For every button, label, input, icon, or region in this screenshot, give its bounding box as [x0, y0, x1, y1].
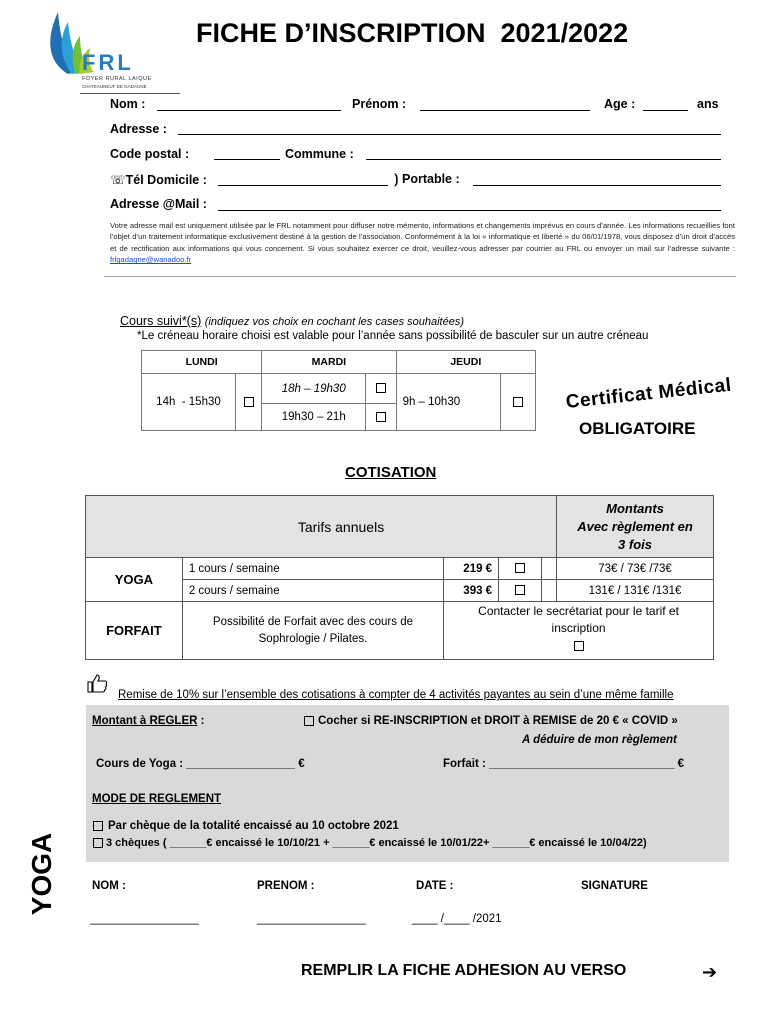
yoga1-label: 1 cours / semaine	[182, 558, 443, 580]
yoga-label: YOGA	[86, 558, 183, 602]
reinscription-label: Cocher si RE-INSCRIPTION et DROIT à REMISE de 20 € « COVID »	[318, 715, 678, 727]
certificat-line1: Certificat Médical	[564, 374, 733, 413]
footer-text: REMPLIR LA FICHE ADHESION AU VERSO	[301, 962, 627, 979]
slot-lundi-cell	[235, 374, 261, 431]
cotisation-heading: COTISATION	[345, 464, 437, 481]
slot-mardi-1-cell	[366, 374, 396, 404]
remise-text: Remise de 10% sur l’ensemble des cotisations à compter de 4 activités payantes au sein d’une même famille	[118, 689, 674, 701]
yoga2-price: 393 €	[444, 580, 499, 602]
phone-icon: ⟯	[394, 171, 399, 186]
slot-jeudi-cell	[500, 374, 535, 431]
yoga2-3x: 131€ / 131€ /131€	[557, 580, 714, 602]
cheque-totalite-row	[93, 820, 399, 832]
forfait-desc: Possibilité de Forfait avec des cours de Sophrologie / Pilates.	[182, 602, 443, 660]
frl-logo	[38, 8, 188, 93]
yoga1-checkbox[interactable]	[515, 563, 525, 573]
logo-line1: FOYER RURAL LAIQUE	[82, 76, 152, 82]
cheque-3x-label: 3 chèques ( ______€ encaissé le 10/10/21 + ______€ encaissé le 10/01/22+ ______€ encaissé le 10/04/22)	[106, 837, 647, 849]
commune-input[interactable]	[366, 159, 721, 160]
privacy-body: Votre adresse mail est uniquement utilisée par le FRL notamment pour diffuser notre mémento, informations et changements imprévus en cours d’année. Les informations recueillies font l’objet d’un traitement informatique exclusivement destiné à la gestion de l’association. Conformément à la loi « informatique et liberté » du 06/01/1978, vous disposez d’un droit d’accès et de rectification aux informations qui vous concernent. Si vous souhaitez exercer ce droit, veuillez-vous adresser par courrier au FRL ou envoyer un mail sur l’adresse suivante :	[110, 221, 735, 253]
mardi-2-checkbox[interactable]	[376, 412, 386, 422]
yoga2-label: 2 cours / semaine	[182, 580, 443, 602]
day-jeudi: JEUDI	[396, 351, 535, 374]
commune-label: Commune :	[285, 147, 354, 161]
day-lundi: LUNDI	[142, 351, 262, 374]
montants-line1: Montants	[606, 500, 664, 516]
reinscription-row	[304, 715, 678, 727]
cheque-totalite-checkbox[interactable]	[93, 821, 103, 831]
montants-line3: 3 fois	[618, 536, 652, 552]
mail-input[interactable]	[218, 210, 721, 211]
montant-label-colon: :	[197, 715, 205, 727]
schedule-table	[141, 350, 536, 431]
cours-note: *Le créneau horaire choisi est valable pour l’année sans possibilité de basculer sur un autre créneau	[137, 330, 649, 342]
slot-mardi-1: 18h – 19h30	[262, 374, 366, 404]
privacy-divider	[104, 276, 736, 277]
prenom-label: Prénom :	[352, 97, 407, 111]
portable-label: Portable :	[402, 172, 460, 186]
slot-jeudi: 9h – 10h30	[396, 374, 500, 431]
yoga1-price: 219 €	[444, 558, 499, 580]
age-input[interactable]	[643, 110, 688, 111]
forfait-contact: Contacter le secrétariat pour le tarif et inscription	[478, 604, 679, 635]
montants-line2: Avec règlement en	[577, 518, 693, 534]
mode-reglement-heading: MODE DE REGLEMENT	[92, 793, 222, 805]
sig-date-input[interactable]: ____ /____ /2021	[412, 913, 502, 925]
code-postal-label: Code postal :	[110, 147, 190, 161]
cheque-3x-row	[93, 837, 647, 849]
adresse-input[interactable]	[178, 134, 721, 135]
lundi-checkbox[interactable]	[244, 397, 254, 407]
tel-label: ☏Tél Domicile :	[110, 173, 207, 187]
sig-prenom-input[interactable]: _________________	[257, 913, 366, 925]
yoga2-spacer	[542, 580, 557, 602]
tarifs-annuels: Tarifs annuels	[86, 496, 557, 558]
page-title: FICHE D’INSCRIPTION 2021/2022	[196, 18, 629, 48]
slot-mardi-2: 19h30 – 21h	[262, 404, 366, 431]
cours-heading	[120, 314, 464, 328]
cours-yoga-amount[interactable]: Cours de Yoga : _________________ €	[96, 758, 305, 770]
nom-label: Nom :	[110, 97, 146, 111]
forfait-label: FORFAIT	[86, 602, 183, 660]
privacy-email-link[interactable]: frlgadagne@wanadoo.fr	[110, 255, 192, 265]
forfait-amount[interactable]: Forfait : _____________________________ €	[443, 758, 685, 770]
sig-nom-label: NOM :	[92, 880, 126, 892]
nom-input[interactable]	[157, 110, 341, 111]
sig-prenom-label: PRENOM :	[257, 880, 315, 892]
montant-label	[92, 715, 204, 727]
yoga2-checkbox[interactable]	[515, 585, 525, 595]
adresse-label: Adresse :	[110, 122, 167, 136]
side-yoga-label: YOGA	[26, 832, 57, 916]
prenom-input[interactable]	[420, 110, 590, 111]
certificat-line2: OBLIGATOIRE	[579, 419, 696, 438]
cheque-3x-checkbox[interactable]	[93, 838, 103, 848]
yoga1-cell	[499, 558, 542, 580]
sig-signature-label: SIGNATURE	[581, 880, 648, 892]
cotisation-table	[85, 495, 714, 660]
jeudi-checkbox[interactable]	[513, 397, 523, 407]
forfait-contact-cell	[444, 602, 714, 660]
thumbs-up-icon	[86, 673, 108, 698]
forfait-checkbox[interactable]	[574, 641, 584, 651]
logo-line2: CHATEAUNEUF DE GADAGNE	[82, 84, 147, 89]
yoga1-spacer	[542, 558, 557, 580]
sig-date-label: DATE :	[416, 880, 454, 892]
mail-label: Adresse @Mail :	[110, 197, 207, 211]
mardi-1-checkbox[interactable]	[376, 383, 386, 393]
logo-letters: FRL	[82, 50, 134, 75]
cheque-totalite-label: Par chèque de la totalité encaissé au 10 octobre 2021	[108, 820, 399, 832]
yoga1-3x: 73€ / 73€ /73€	[557, 558, 714, 580]
arrow-right-icon: ➔	[702, 962, 718, 982]
deduire-label: A déduire de mon règlement	[522, 734, 677, 746]
age-label: Age :	[604, 97, 636, 111]
logo-underline	[80, 93, 180, 94]
portable-input[interactable]	[473, 185, 721, 186]
cours-hint: (indiquez vos choix en cochant les cases souhaitées)	[204, 316, 465, 328]
cours-heading-title: Cours suivi*(s)	[120, 314, 202, 328]
reinscription-checkbox[interactable]	[304, 716, 314, 726]
code-postal-input[interactable]	[214, 159, 280, 160]
yoga2-cell	[499, 580, 542, 602]
montants-header	[557, 496, 714, 558]
tel-input[interactable]	[218, 185, 388, 186]
ans-label: ans	[697, 97, 719, 111]
privacy-text	[110, 220, 735, 266]
slot-lundi: 14h - 15h30	[142, 374, 236, 431]
day-mardi: MARDI	[262, 351, 396, 374]
sig-nom-input[interactable]: _________________	[90, 913, 199, 925]
slot-mardi-2-cell	[366, 404, 396, 431]
montant-label-text: Montant à REGLER	[92, 715, 198, 727]
